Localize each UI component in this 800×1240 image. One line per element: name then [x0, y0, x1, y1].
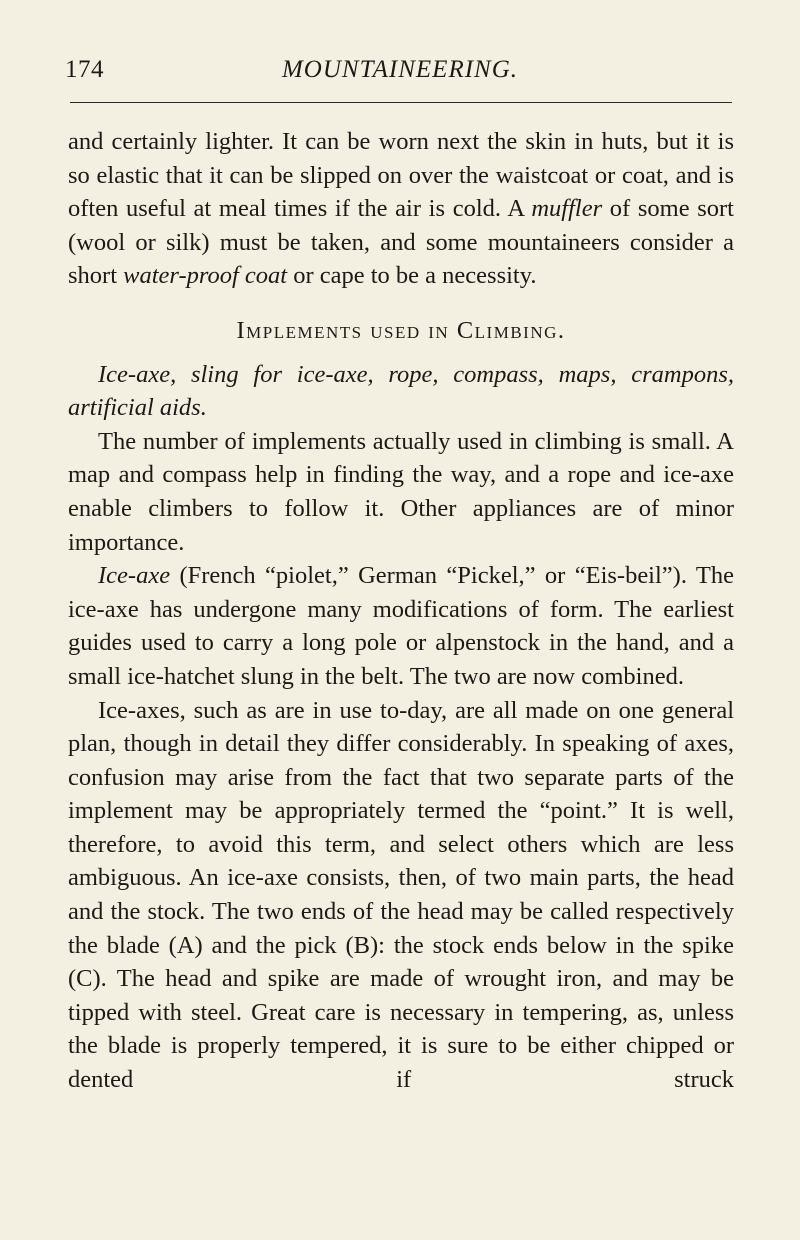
- body-text: [68, 125, 734, 1097]
- page-header: [0, 56, 800, 96]
- page-number: 174: [65, 56, 104, 83]
- implements-list: Ice-axe, sling for ice-axe, rope, compass, maps, crampons, artificial aids.: [68, 360, 734, 422]
- paragraph-ice-axe: [68, 559, 734, 693]
- paragraph-ice-axe-parts: Ice-axes, such as are in use to-day, are all made on one general plan, though in detail they differ considerably. In speaking of axes, confusion may arise from the fact that two separate parts of the implement may be appropriately termed the “point.” It is well, therefore, to avoid this term, and select others which are less ambiguous. An ice-axe consists, then, of two main parts, the head and the stock. The two ends of the head may be called respectively the blade (A) and the pick (B): the stock ends below in the spike (C). The head and spike are made of wrought iron, and may be tipped with steel. Great care is necessary in tempering, as, unless the blade is properly tempered, it is sure to be either chipped or dented if struck: [68, 696, 734, 1094]
- paragraph-text: of some sort (wool or silk) must be taken, and some mountaineers consider a short: [68, 195, 734, 290]
- paragraph-implements: The number of implements actually used in climbing is small. A map and compass help in finding the way, and a rope and ice-axe enable climbers to follow it. Other appliances are of minor importance.: [68, 427, 734, 556]
- running-head: MOUNTAINEERING.: [281, 56, 519, 83]
- paragraph-text: and certainly lighter. It can be worn next the skin in huts, but it is so elastic that it can be slipped on over the waistcoat or coat, and is often useful at meal times if the air is cold. A: [68, 128, 734, 223]
- paragraph-clothing: [68, 125, 734, 293]
- paragraph-text: (French “piolet,” German “Pickel,” or “Eis-beil”). The ice-axe has undergone many modifications of form. The earliest guides used to carry a long pole or alpenstock in the hand, and a small ice-hatchet slung in the belt. The two are now combined.: [68, 562, 734, 690]
- section-heading: Implements used in Climbing.: [236, 316, 566, 344]
- italic-term: muffler: [531, 195, 603, 223]
- italic-term: water-proof coat: [123, 262, 288, 290]
- italic-term: Ice-axe: [98, 562, 171, 590]
- paragraph-text: or cape to be a necessity.: [287, 262, 537, 290]
- header-rule: [70, 102, 732, 103]
